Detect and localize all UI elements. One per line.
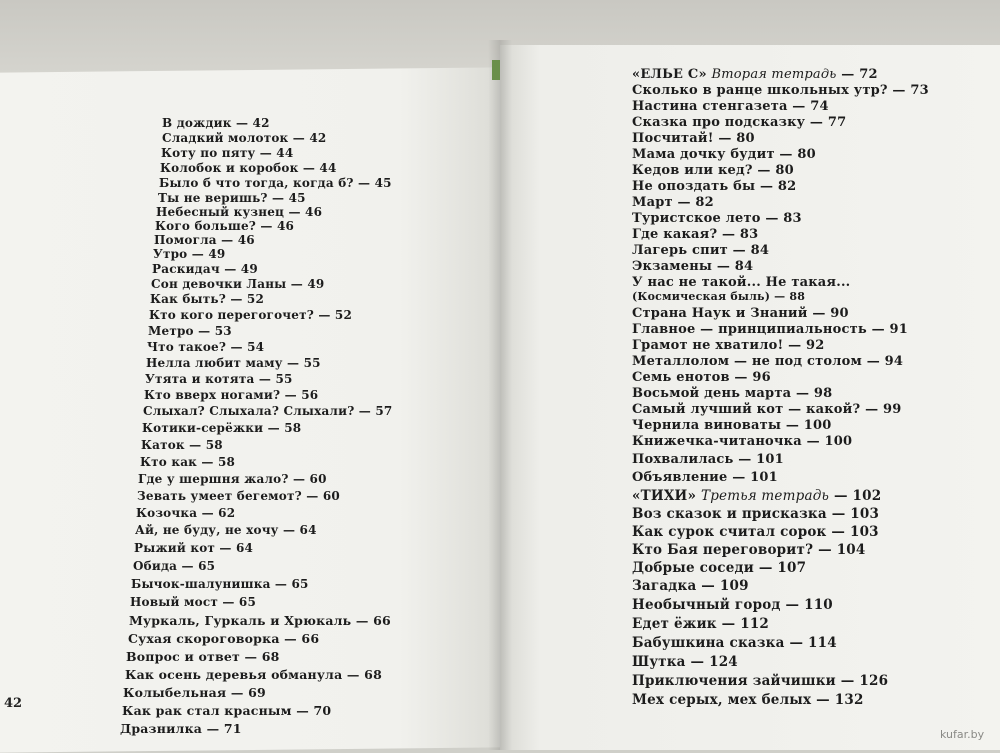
toc-entry: Коту по пяту — 44 — [161, 146, 294, 160]
toc-entry: Дразнилка — 71 — [120, 721, 242, 736]
toc-entry: Воз сказок и присказка — 103 — [632, 506, 880, 522]
toc-entry: Книжечка-читаночка — 100 — [632, 434, 853, 449]
toc-entry: Котики-серёжки — 58 — [142, 421, 302, 435]
toc-entry: Новый мост — 65 — [130, 595, 257, 609]
toc-entry: Бычок-шалунишка — 65 — [131, 577, 309, 591]
toc-entry: Где у шершня жало? — 60 — [138, 472, 327, 486]
toc-entry: Самый лучший кот — какой? — 99 — [632, 402, 902, 417]
toc-entry: (Космическая быль) — 88 — [632, 290, 806, 303]
toc-entry: Кто вверх ногами? — 56 — [144, 388, 319, 402]
section-subtitle: Третья тетрадь — [701, 488, 830, 504]
toc-entry: Козочка — 62 — [136, 506, 236, 520]
toc-entry: В дождик — 42 — [162, 116, 270, 130]
toc-entry: Едет ёжик — 112 — [632, 616, 770, 632]
toc-entry: Как сурок считал сорок — 103 — [632, 524, 879, 540]
toc-entry: Колобок и коробок — 44 — [160, 161, 337, 175]
section-page: — 102 — [833, 488, 882, 504]
toc-entry: Сладкий молоток — 42 — [162, 131, 327, 145]
toc-entry: Восьмой день марта — 98 — [632, 386, 833, 401]
toc-entry: Где какая? — 83 — [632, 227, 759, 242]
toc-entry: Сухая скороговорка — 66 — [128, 631, 320, 646]
section-subtitle: Вторая тетрадь — [711, 67, 837, 82]
toc-entry: Мама дочку будит — 80 — [632, 147, 816, 162]
toc-entry: Бабушкина сказка — 114 — [632, 635, 837, 651]
toc-entry: Как быть? — 52 — [150, 292, 265, 306]
section-heading-three — [632, 488, 881, 504]
toc-entry: Кого больше? — 46 — [155, 219, 295, 233]
watermark: kufar.by — [940, 728, 985, 741]
toc-entry: Март — 82 — [632, 195, 714, 210]
toc-entry: Ай, не буду, не хочу — 64 — [135, 523, 317, 537]
toc-entry: Обида — 65 — [133, 559, 216, 573]
toc-entry: Кто как — 58 — [140, 455, 236, 469]
toc-entry: Небесный кузнец — 46 — [156, 205, 323, 219]
toc-entry: Настина стенгазета — 74 — [632, 99, 829, 114]
toc-entry: Утята и котята — 55 — [145, 372, 293, 386]
section-heading-two — [632, 67, 878, 82]
toc-entry: Как осень деревья обманула — 68 — [125, 667, 382, 682]
toc-entry: Нелла любит маму — 55 — [146, 356, 321, 370]
toc-entry: Чернила виноваты — 100 — [632, 418, 832, 433]
toc-entry: Похвалилась — 101 — [632, 452, 784, 467]
toc-entry: Раскидач — 49 — [152, 262, 258, 276]
toc-entry: Не опоздать бы — 82 — [632, 179, 797, 194]
toc-entry: Лагерь спит — 84 — [632, 243, 770, 258]
toc-entry: Грамот не хватило! — 92 — [632, 338, 825, 353]
section-page: — 72 — [841, 67, 878, 82]
toc-entry: Добрые соседи — 107 — [632, 560, 807, 576]
toc-entry: Рыжий кот — 64 — [134, 541, 254, 555]
toc-entry: Помогла — 46 — [154, 233, 255, 247]
toc-entry: Сколько в ранце школьных утр? — 73 — [632, 83, 929, 98]
toc-entry: Необычный город — 110 — [632, 597, 833, 613]
toc-entry: Зевать умеет бегемот? — 60 — [137, 489, 340, 503]
toc-entry: Как рак стал красным — 70 — [122, 703, 332, 718]
toc-entry: Ты не веришь? — 45 — [158, 191, 306, 205]
toc-entry: Туристское лето — 83 — [632, 211, 802, 226]
toc-entry: Было б что тогда, когда б? — 45 — [159, 176, 392, 190]
toc-entry: Вопрос и ответ — 68 — [126, 649, 280, 664]
toc-entry: Экзамены — 84 — [632, 259, 754, 274]
toc-entry: Объявление — 101 — [632, 470, 778, 485]
toc-entry: Кедов или кед? — 80 — [632, 163, 794, 178]
page-number: 42 — [4, 696, 23, 711]
toc-entry: Мех серых, мех белых — 132 — [632, 692, 864, 708]
toc-entry: Что такое? — 54 — [147, 340, 265, 354]
spine-accent — [492, 60, 500, 80]
toc-entry: Сказка про подсказку — 77 — [632, 115, 847, 130]
toc-entry: Приключения зайчишки — 126 — [632, 673, 889, 689]
toc-entry: Кто Бая переговорит? — 104 — [632, 542, 866, 558]
toc-entry: Посчитай! — 80 — [632, 131, 755, 146]
toc-entry: Кто кого перегогочет? — 52 — [149, 308, 353, 322]
toc-entry: У нас не такой... Не такая... — [632, 275, 851, 290]
toc-entry: Сон девочки Ланы — 49 — [151, 277, 325, 291]
toc-entry: Колыбельная — 69 — [123, 685, 266, 700]
toc-entry: Семь енотов — 96 — [632, 370, 771, 385]
book-gutter — [488, 40, 512, 750]
toc-entry: Метро — 53 — [148, 324, 232, 338]
toc-entry: Каток — 58 — [141, 438, 223, 452]
toc-entry: Страна Наук и Знаний — 90 — [632, 306, 849, 321]
toc-entry: Металлолом — не под столом — 94 — [632, 354, 904, 369]
toc-entry: Муркаль, Гуркаль и Хрюкаль — 66 — [129, 613, 391, 628]
section-title: «ЕЛЬЕ С» — [632, 67, 707, 82]
toc-entry: Загадка — 109 — [632, 578, 749, 594]
toc-entry: Шутка — 124 — [632, 654, 738, 670]
toc-entry: Слыхал? Слыхала? Слыхали? — 57 — [143, 404, 393, 418]
toc-entry: Главное — принципиальность — 91 — [632, 322, 909, 337]
section-title: «ТИХИ» — [632, 488, 697, 504]
toc-entry: Утро — 49 — [153, 247, 226, 261]
